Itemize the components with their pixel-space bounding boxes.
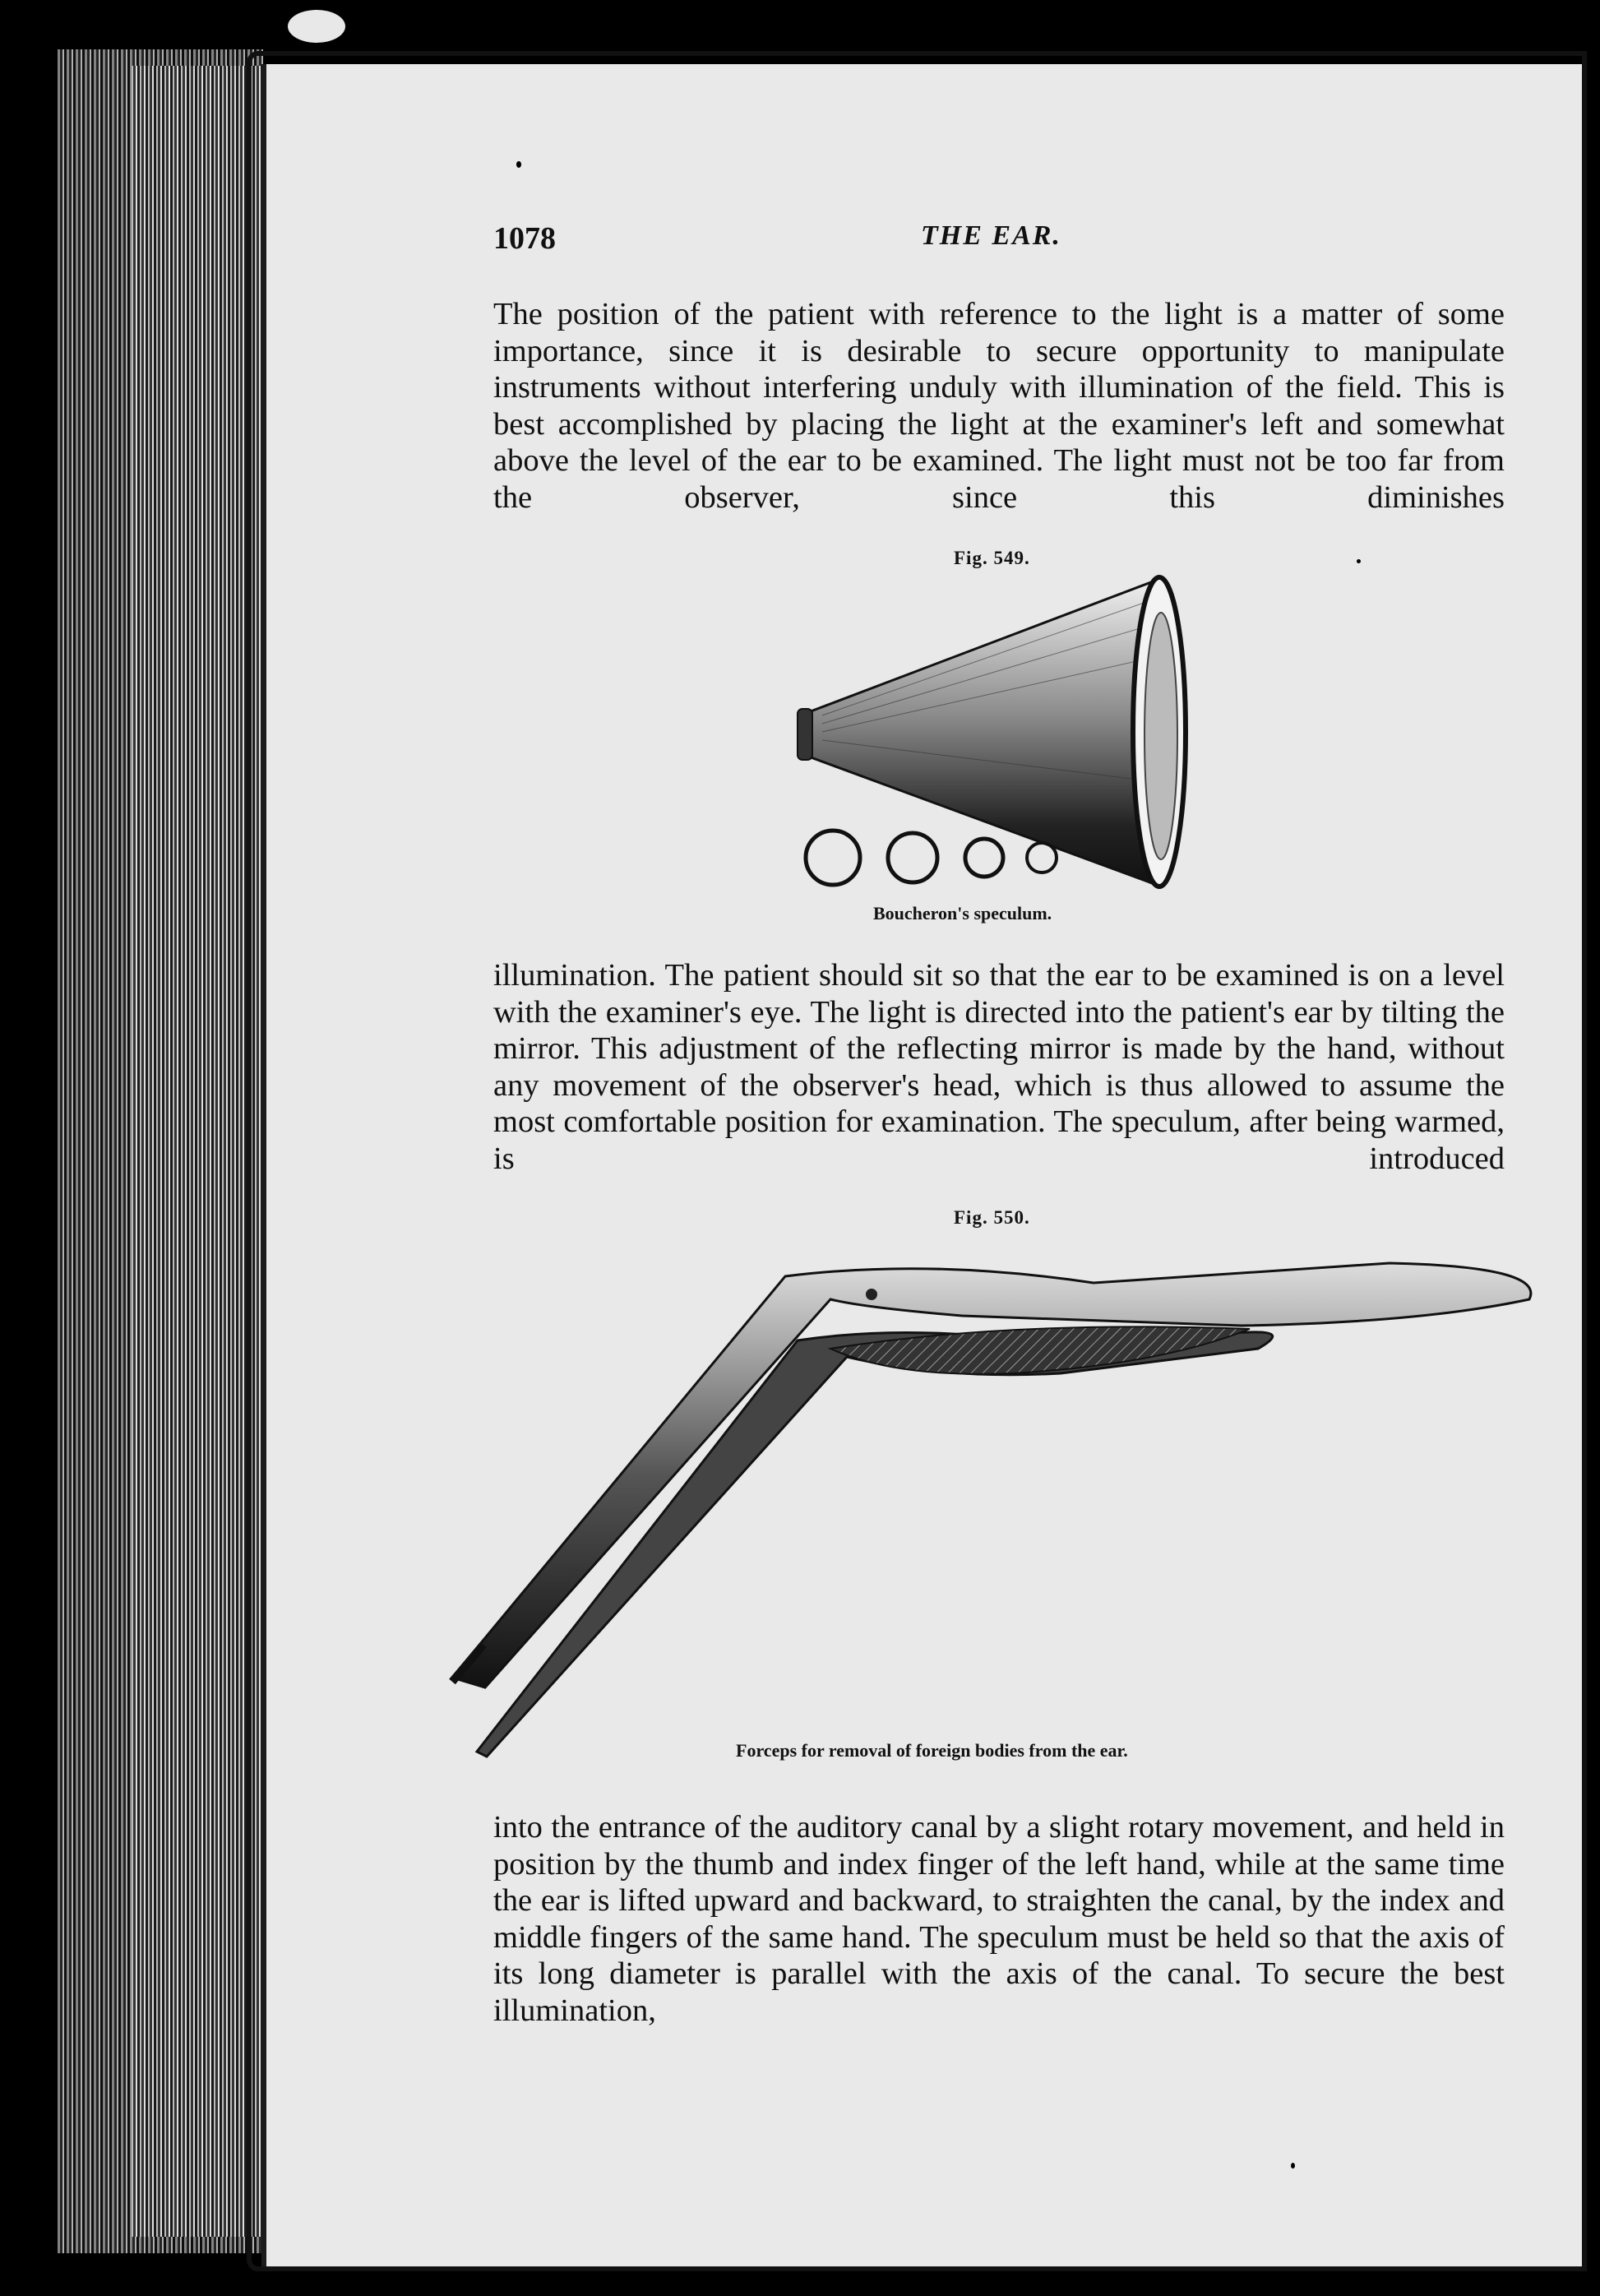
- speculum-size-1: [806, 831, 860, 885]
- speculum-size-3: [965, 839, 1003, 877]
- ink-speck: [1357, 559, 1361, 563]
- figure-550-label: Fig. 550.: [954, 1207, 1030, 1228]
- speculum-size-4: [1027, 843, 1057, 873]
- forceps-illustration: [436, 1234, 1554, 1760]
- speculum-size-2: [888, 833, 937, 882]
- ink-blot: [288, 10, 345, 43]
- paragraph-1: The position of the patient with reference to the light is a matter of some importance, since it is desirable to secure opportunity to manipulate instruments without interfering unduly with illumination of the field. This is best accomplished by placing the light at the examiner's left and somewhat above the level of the ear to be examined. The light must not be too far from the observer, since this diminishes: [493, 297, 1505, 515]
- figure-549-caption: Boucheron's speculum.: [873, 903, 1052, 923]
- running-head: THE EAR.: [921, 220, 1061, 251]
- figure-550-caption: Forceps for removal of foreign bodies from the ear.: [736, 1740, 1128, 1761]
- speculum-sizes-circles: [802, 826, 1065, 892]
- ink-speck: [1291, 2163, 1295, 2169]
- paragraph-3: into the entrance of the auditory canal by a slight rotary movement, and held in position by the thumb and index finger of the left hand, while at the same time the ear is lifted upward and backward, to straighten the canal, by the index and middle fingers of the same hand. The speculum must be held so that the axis of its long diameter is parallel with the axis of the canal. To secure the best illumination,: [493, 1810, 1505, 2028]
- figure-549-label: Fig. 549.: [954, 548, 1030, 568]
- page-header: [493, 220, 1513, 262]
- book-page-edges-inner: [132, 66, 271, 2237]
- paragraph-2: illumination. The patient should sit so that the ear to be examined is on a level with the examiner's eye. The light is directed into the patient's ear by tilting the mirror. This adjustment of the reflecting mirror is made by the hand, without any movement of the observer's head, which is thus allowed to assume the most comfortable position for examination. The speculum, after being warmed, is introduced: [493, 958, 1505, 1176]
- page-number: 1078: [493, 221, 556, 256]
- ink-speck: [516, 161, 521, 168]
